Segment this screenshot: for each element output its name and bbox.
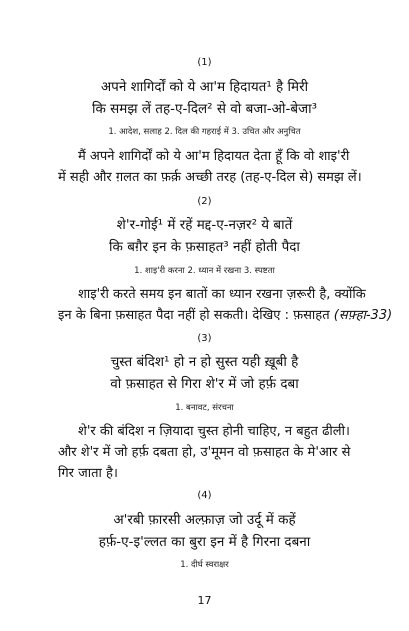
prose-paragraph (58, 284, 393, 326)
prose-line: शाइ'री करते समय इन बातों का ध्यान रखना ज़रूरी है, क्योंकि (78, 287, 366, 302)
verse-line: शे'र-गोई¹ में रहें मद्द-ए-नज़र² ये बातें (116, 217, 293, 233)
footnote: 1. शाइ'री करना 2. ध्यान में रखना 3. स्पष्टता (134, 266, 275, 276)
footnote: 1. आदेश, सलाह 2. दिल की गहराई में 3. उचित और अनुचित (108, 127, 301, 137)
prose-line: गिर जाता है। (58, 466, 118, 481)
section-number: (2) (197, 196, 212, 207)
section-number: (4) (197, 490, 212, 501)
prose-line: मैं अपने शागिर्दों को ये आ'म हिदायत देता हूँ कि वो शाइ'री (78, 149, 350, 164)
prose-paragraph (58, 146, 362, 188)
verse-line: कि बग़ैर इन के फ़साहत³ नहीं होती पैदा (109, 239, 300, 255)
prose-line: में सही और ग़लत का फ़र्क़ अच्छी तरह (तह-ए-दिल से) समझ लें। (58, 170, 362, 185)
section-number: (1) (197, 57, 212, 68)
page-reference: (सफ़्हा-33) (333, 308, 393, 323)
verse-line: हर्फ़-ए-इ'ल्लत का बुरा इन में है गिरना दबना (98, 534, 311, 550)
section-number: (3) (197, 333, 212, 344)
page-number: 17 (197, 594, 212, 607)
prose-line: शे'र की बंदिश न ज़ियादा चुस्त होनी चाहिए, न बहुत ढीली। (78, 424, 350, 439)
prose-line: और शे'र में जो हर्फ़ दबता हो, उ'मूमन वो फ़साहत के मे'आर से (58, 445, 351, 460)
verse-line: अपने शागिर्दों को ये आ'म हिदायत¹ है मिरी (100, 79, 309, 95)
footnote: 1. दीर्घ स्वराक्षर (180, 560, 229, 570)
verse-line: वो फ़साहत से गिरा शे'र में जो हर्फ़ दबा (110, 376, 299, 392)
prose-line: इन के बिना फ़साहत पैदा नहीं हो सकती। देखिए : फ़साहत (58, 308, 330, 323)
verse-line: कि समझ लें तह-ए-दिल² से वो बजा-ओ-बेजा³ (91, 101, 317, 117)
verse-line: चुस्त बंदिश¹ हो न हो सुस्त यही ख़ूबी है (110, 354, 299, 370)
prose-paragraph (58, 421, 358, 484)
footnote: 1. बनावट, संरचना (175, 403, 234, 413)
verse-line: अ'रबी फ़ारसी अल्फ़ाज़ जो उर्दू में कहें (113, 512, 296, 528)
